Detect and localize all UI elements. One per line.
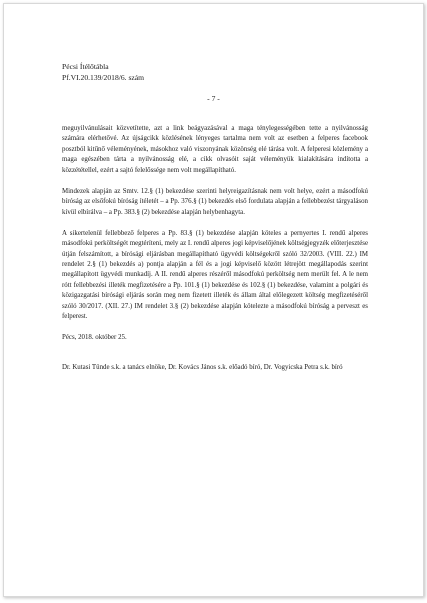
- page-number: - 7 -: [207, 94, 220, 103]
- paragraph-reasoning: meguyilvánulásait közvetítette, azt a link beágyazásával a maga ténylegességében tette a nyilvánosság számára elérhetővé. Az újságcikk közlésének lényeges tartalma nem volt az esetben a felperes facebook posztból kitűnő véleményének, másokhoz való viszonyának közönség elé tárása volt. A felperesi közlemény a maga egészében tárta a nyilvánosság elé, a cikk olvasóit saját véleményük kialakítására indította a közzététellel, ezért a sajtó felelőssége nem volt megállapítható.: [62, 125, 368, 174]
- document-page: [3, 3, 424, 597]
- court-name: Pécsi Ítélőtábla: [62, 62, 109, 71]
- paragraph-decision: Mindezek alapján az Smtv. 12.§ (1) bekezdése szerinti helyreigazításnak nem volt helye, ezért a másodfokú bíróság az elsőfokú bíróság ítéletét – a Pp. 376.§ (1) bekezdés első fordulata alapján a fellebbezést tárgyaláson kívül elbírálva – a Pp. 383.§ (2) bekezdése alapján helybenhagyta.: [62, 187, 368, 216]
- paragraph-costs: A sikertelenül fellebbező felperes a Pp. 83.§ (1) bekezdése alapján köteles a pernyertes I. rendű alperes másodfokú perköltségét megtéríteni, mely az I. rendű alperes jogi képviselőjének költségjegyzék előterjesztése útján felszámított, a bírósági eljárásban megállapítható ügyvédi költségekről szóló 32/2003. (VIII. 22.) IM rendelet 2.§ (1) bekezdés a) pontja alapján a fél és a jogi képviselő között létrejött megállapodás szerint megállapított ügyvédi munkadíj. A II. rendű alperes részéről másodfokú perköltség nem merült fel. A le nem rótt fellebbezési illeték megfizetésére a Pp. 101.§ (1) bekezdése és 102.§ (1) bekezdése, valamint a polgári és közigazgatási bírósági eljárás során meg nem fizetett illeték és állam által előlegezett költség megfizetéséről szóló 30/2017. (XII. 27.) IM rendelet 3.§ (2) bekezdése alapján kötelezte a másodfokú bíróság a perveszt es felperest.: [62, 229, 368, 321]
- place-and-date: Pécs, 2018. október 25.: [62, 334, 127, 342]
- case-number: Pf.VI.20.139/2018/6. szám: [62, 72, 145, 82]
- document-body: [62, 124, 368, 373]
- signatures: Dr. Kutasi Tünde s.k. a tanács elnöke, Dr. Kovács János s.k. előadó bíró, Dr. Vogyicska Petra s.k. bíró: [62, 363, 343, 371]
- document-header: [62, 62, 144, 83]
